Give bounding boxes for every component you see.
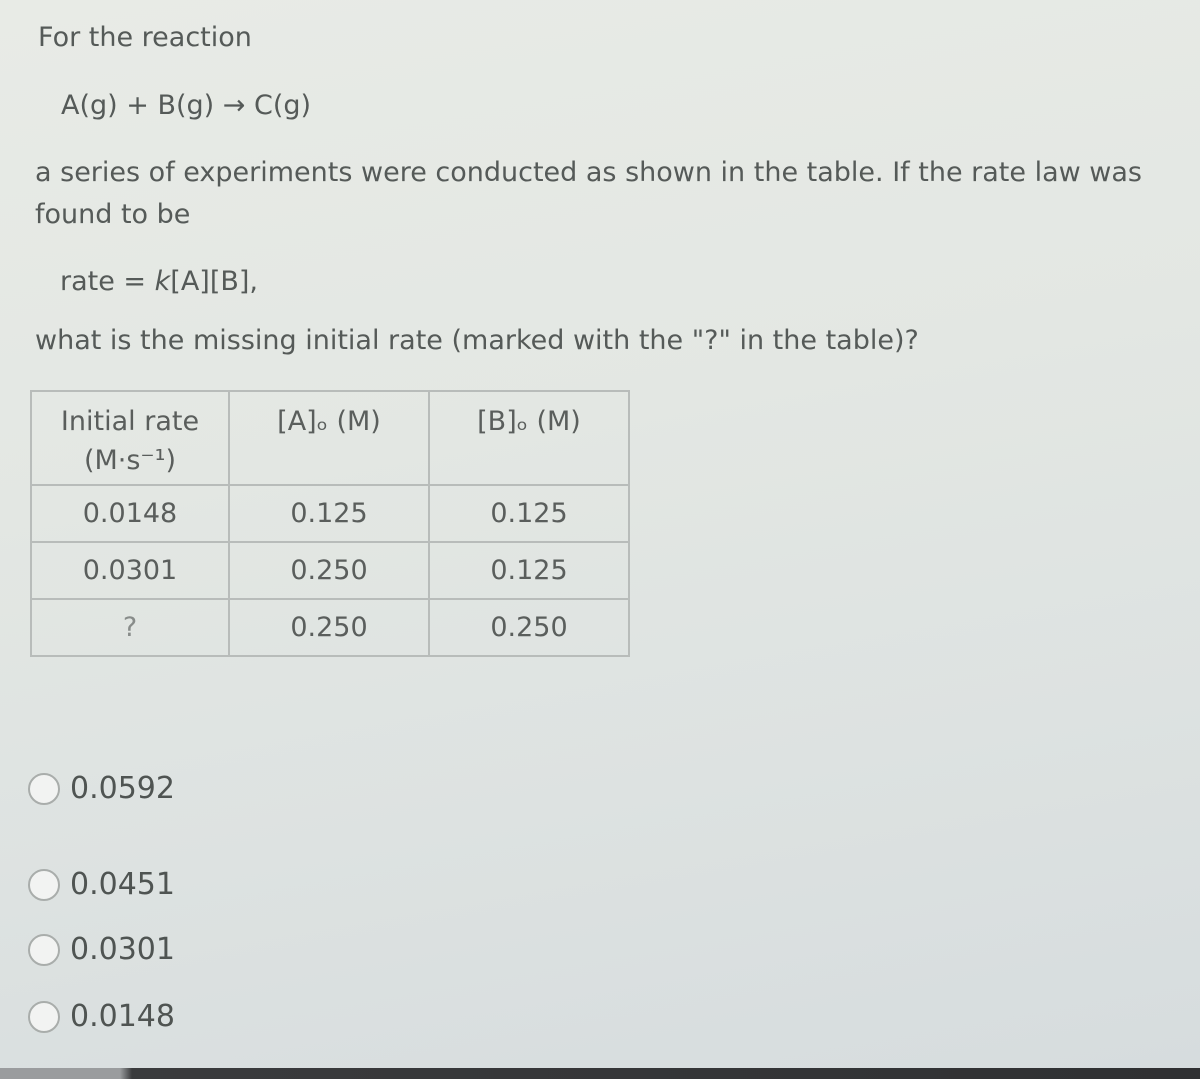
header-initial-rate-label: Initial rate — [60, 406, 200, 437]
question-paragraph: a series of experiments were conducted as shown in the table. If the rate law was found to be — [35, 157, 1142, 230]
table-row — [31, 542, 629, 599]
table-row — [31, 485, 629, 542]
cell-a: 0.250 — [229, 542, 429, 599]
answer-option-label: 0.0451 — [70, 867, 175, 902]
experiment-table — [30, 390, 630, 657]
question-intro: For the reaction — [38, 22, 252, 53]
table-row — [31, 599, 629, 656]
rate-law-suffix: [A][B], — [170, 266, 258, 297]
answer-option-2[interactable] — [28, 867, 175, 902]
cell-rate: 0.0301 — [31, 542, 229, 599]
radio-button-icon[interactable] — [28, 1001, 60, 1033]
radio-button-icon[interactable] — [28, 773, 60, 805]
cell-b: 0.125 — [429, 542, 629, 599]
reaction-equation: A(g) + B(g) → C(g) — [61, 90, 312, 121]
question-prompt: what is the missing initial rate (marked with the "?" in the table)? — [35, 325, 919, 356]
header-initial-rate-unit: (M·s⁻¹) — [83, 445, 177, 476]
header-a-concentration: [A]ₒ (M) — [229, 391, 429, 485]
cell-a: 0.250 — [229, 599, 429, 656]
cell-rate: 0.0148 — [31, 485, 229, 542]
header-b-concentration: [B]ₒ (M) — [429, 391, 629, 485]
rate-constant: k — [154, 266, 171, 297]
rate-law — [60, 266, 258, 297]
answer-option-4[interactable] — [28, 999, 175, 1034]
cell-b: 0.125 — [429, 485, 629, 542]
rate-law-prefix: rate = — [60, 266, 155, 297]
answer-option-label: 0.0148 — [70, 999, 175, 1034]
answer-option-1[interactable] — [28, 771, 175, 806]
answer-option-label: 0.0592 — [70, 771, 175, 806]
answer-option-label: 0.0301 — [70, 932, 175, 967]
cell-a: 0.125 — [229, 485, 429, 542]
radio-button-icon[interactable] — [28, 934, 60, 966]
header-initial-rate — [31, 391, 229, 485]
cell-rate-missing: ? — [31, 599, 229, 656]
screen-bottom-edge — [0, 1068, 1200, 1079]
radio-button-icon[interactable] — [28, 869, 60, 901]
table-header-row — [31, 391, 629, 485]
cell-b: 0.250 — [429, 599, 629, 656]
answer-option-3[interactable] — [28, 932, 175, 967]
